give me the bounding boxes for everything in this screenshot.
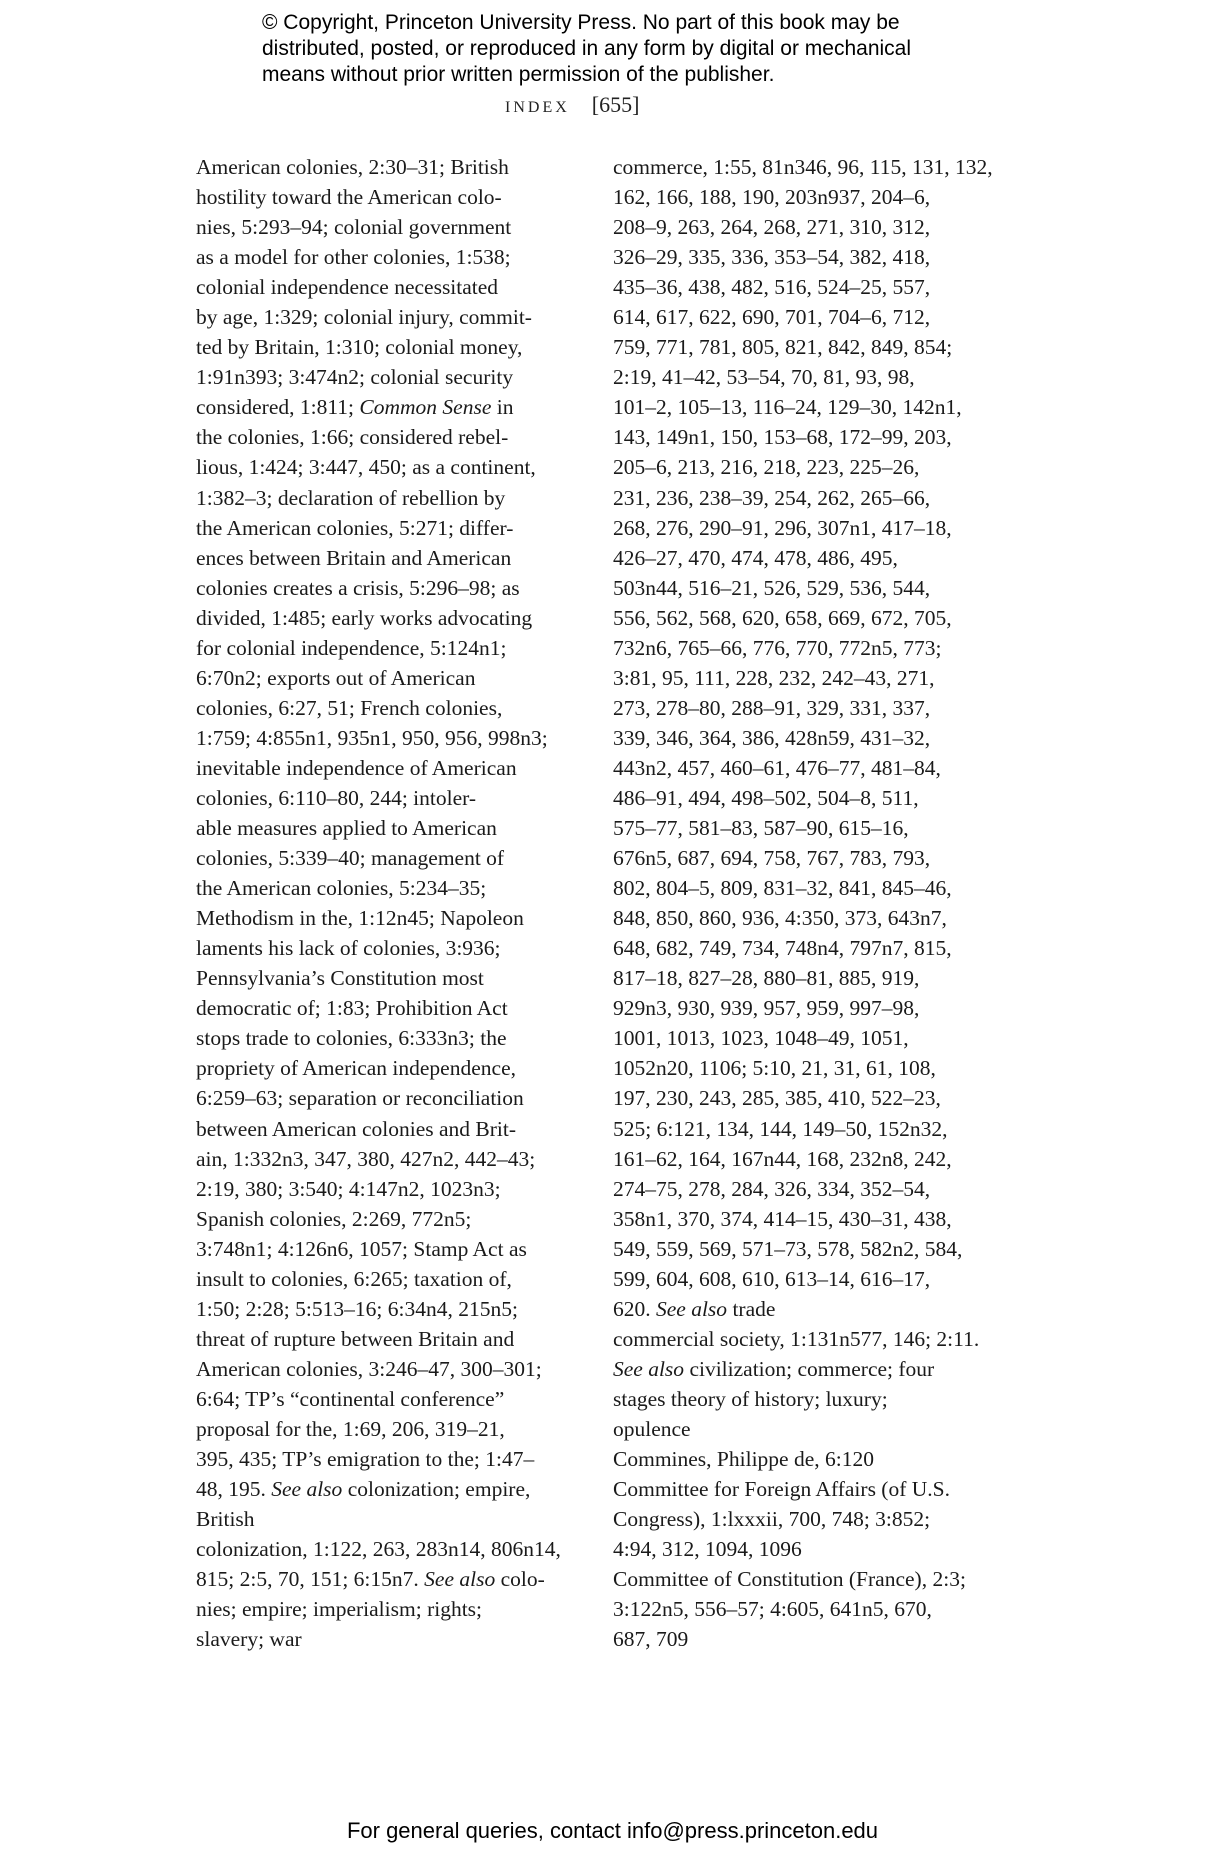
index-entry-head: Commines, Philippe de, 6:120 [613, 1447, 874, 1472]
index-line: as a model for other colonies, 1:538; [196, 245, 511, 270]
index-line: 6:259–63; separation or reconciliation [196, 1086, 524, 1111]
index-line: stages theory of history; luxury; [613, 1386, 888, 1411]
index-line: 273, 278–80, 288–91, 329, 331, 337, [613, 695, 931, 720]
index-line: colonies, 6:110–80, 244; intoler- [196, 785, 477, 810]
index-line: 326–29, 335, 336, 353–54, 382, 418, [613, 245, 931, 270]
index-line: proposal for the, 1:69, 206, 319–21, [196, 1416, 505, 1441]
copyright-notice [262, 10, 1022, 88]
index-line: 6:70n2; exports out of American [196, 665, 476, 690]
index-entry [613, 152, 1033, 1324]
index-column-right [613, 152, 1033, 1654]
index-line: 503n44, 516–21, 526, 529, 536, 544, [613, 575, 931, 600]
index-line: ences between Britain and American [196, 545, 512, 570]
index-entry-head: colonization, 1:122, 263, 283n14, 806n14, [196, 1537, 561, 1562]
index-entry-head: commerce, 1:55, 81n346, 96, 115, 131, 132, [613, 155, 993, 179]
index-entry [613, 1474, 1033, 1564]
index-line: British [196, 1507, 255, 1532]
index-line: See also civilization; commerce; four [613, 1356, 935, 1381]
index-line: 339, 346, 364, 386, 428n59, 431–32, [613, 725, 931, 750]
index-line: 929n3, 930, 939, 957, 959, 997–98, [613, 996, 920, 1021]
index-entry [613, 1564, 1033, 1654]
index-line: colonies creates a crisis, 5:296–98; as [196, 575, 520, 600]
index-line: insult to colonies, 6:265; taxation of, [196, 1266, 512, 1291]
index-line: American colonies, 3:246–47, 300–301; [196, 1356, 542, 1381]
index-entry [196, 1534, 566, 1654]
index-line: 3:748n1; 4:126n6, 1057; Stamp Act as [196, 1236, 527, 1261]
index-line: 231, 236, 238–39, 254, 262, 265–66, [613, 485, 931, 510]
index-entry-head: commercial society, 1:131n577, 146; 2:11. [613, 1326, 980, 1351]
index-line: 2:19, 380; 3:540; 4:147n2, 1023n3; [196, 1176, 501, 1201]
index-line: 197, 230, 243, 285, 385, 410, 522–23, [613, 1086, 941, 1111]
index-line: 205–6, 213, 216, 218, 223, 225–26, [613, 455, 920, 480]
index-line: 486–91, 494, 498–502, 504–8, 511, [613, 785, 919, 810]
index-line: 208–9, 263, 264, 268, 271, 310, 312, [613, 215, 931, 240]
index-line: hostility toward the American colo- [196, 185, 502, 210]
index-line: democratic of; 1:83; Prohibition Act [196, 996, 508, 1021]
index-line: between American colonies and Brit- [196, 1116, 517, 1141]
index-line: 687, 709 [613, 1627, 689, 1652]
index-line: for colonial independence, 5:124n1; [196, 635, 507, 660]
index-line: lious, 1:424; 3:447, 450; as a continent, [196, 455, 536, 480]
index-entries-left [196, 1534, 566, 1654]
index-line: 358n1, 370, 374, 414–15, 430–31, 438, [613, 1206, 952, 1231]
index-line: the American colonies, 5:271; differ- [196, 515, 514, 540]
index-line: 101–2, 105–13, 116–24, 129–30, 142n1, [613, 395, 962, 420]
index-line: 3:81, 95, 111, 228, 232, 242–43, 271, [613, 665, 935, 690]
copyright-line: means without prior written permission of the publisher. [262, 63, 775, 86]
index-line: 815; 2:5, 70, 151; 6:15n7. See also colo- [196, 1567, 545, 1592]
index-line: by age, 1:329; colonial injury, commit- [196, 305, 532, 330]
index-line: colonies, 6:27, 51; French colonies, [196, 695, 503, 720]
index-line: 575–77, 581–83, 587–90, 615–16, [613, 816, 909, 841]
index-line: 549, 559, 569, 571–73, 578, 582n2, 584, [613, 1236, 963, 1261]
index-line: 1:759; 4:855n1, 935n1, 950, 956, 998n3; [196, 725, 548, 750]
index-line: 162, 166, 188, 190, 203n937, 204–6, [613, 185, 931, 210]
index-line: American colonies, 2:30–31; British [196, 155, 509, 179]
index-line: inevitable independence of American [196, 755, 517, 780]
index-line: 2:19, 41–42, 53–54, 70, 81, 93, 98, [613, 365, 915, 390]
index-entry [613, 1324, 1033, 1444]
index-line: 443n2, 457, 460–61, 476–77, 481–84, [613, 755, 941, 780]
index-line: 48, 195. See also colonization; empire, [196, 1477, 531, 1502]
index-line: 6:64; TP’s “continental conference” [196, 1386, 505, 1411]
index-entries-right [613, 152, 1033, 1654]
index-line: 1:91n393; 3:474n2; colonial security [196, 365, 514, 390]
index-line: Congress), 1:lxxxii, 700, 748; 3:852; [613, 1507, 931, 1532]
index-line: opulence [613, 1416, 691, 1441]
running-header [505, 92, 725, 118]
index-entry-head: Committee for Foreign Affairs (of U.S. [613, 1477, 950, 1502]
page-number: [655] [591, 92, 640, 117]
index-line: nies; empire; imperialism; rights; [196, 1597, 483, 1622]
index-line: 525; 6:121, 134, 144, 149–50, 152n32, [613, 1116, 948, 1141]
copyright-line: distributed, posted, or reproduced in any form by digital or mechanical [262, 37, 912, 60]
header-label: INDEX [505, 99, 570, 116]
index-line: slavery; war [196, 1627, 302, 1652]
index-line: 759, 771, 781, 805, 821, 842, 849, 854; [613, 335, 953, 360]
copyright-line: © Copyright, Princeton University Press. No part of this book may be [262, 11, 900, 34]
index-line: ted by Britain, 1:310; colonial money, [196, 335, 523, 360]
index-line: divided, 1:485; early works advocating [196, 605, 533, 630]
index-line: 648, 682, 749, 734, 748n4, 797n7, 815, [613, 936, 952, 961]
index-line: Spanish colonies, 2:269, 772n5; [196, 1206, 472, 1231]
index-line: 395, 435; TP’s emigration to the; 1:47– [196, 1447, 535, 1472]
index-column-left [196, 152, 566, 1654]
index-line: 268, 276, 290–91, 296, 307n1, 417–18, [613, 515, 952, 540]
index-entry [613, 1444, 1033, 1474]
index-line: 802, 804–5, 809, 831–32, 841, 845–46, [613, 876, 952, 901]
index-line: laments his lack of colonies, 3:936; [196, 936, 501, 961]
index-line: 274–75, 278, 284, 326, 334, 352–54, [613, 1176, 931, 1201]
index-line: 143, 149n1, 150, 153–68, 172–99, 203, [613, 425, 952, 450]
index-line: stops trade to colonies, 6:333n3; the [196, 1026, 507, 1051]
index-line: the American colonies, 5:234–35; [196, 876, 487, 901]
index-line: 435–36, 438, 482, 516, 524–25, 557, [613, 275, 931, 300]
index-line: considered, 1:811; Common Sense in [196, 395, 514, 420]
index-line: threat of rupture between Britain and [196, 1326, 515, 1351]
index-line: colonies, 5:339–40; management of [196, 846, 505, 871]
index-line: 1:382–3; declaration of rebellion by [196, 485, 506, 510]
index-line: colonial independence necessitated [196, 275, 499, 300]
index-line: Methodism in the, 1:12n45; Napoleon [196, 906, 524, 931]
index-line: 4:94, 312, 1094, 1096 [613, 1537, 802, 1562]
index-line: 1:50; 2:28; 5:513–16; 6:34n4, 215n5; [196, 1296, 518, 1321]
index-line: 620. See also trade [613, 1296, 776, 1321]
index-line: propriety of American independence, [196, 1056, 516, 1081]
index-line: nies, 5:293–94; colonial government [196, 215, 512, 240]
index-line: able measures applied to American [196, 816, 497, 841]
index-line: 732n6, 765–66, 776, 770, 772n5, 773; [613, 635, 942, 660]
index-line: 599, 604, 608, 610, 613–14, 616–17, [613, 1266, 931, 1291]
index-line: 1052n20, 1106; 5:10, 21, 31, 61, 108, [613, 1056, 936, 1081]
index-line: 3:122n5, 556–57; 4:605, 641n5, 670, [613, 1597, 932, 1622]
index-entry-head: Committee of Constitution (France), 2:3; [613, 1567, 966, 1592]
index-line: 161–62, 164, 167n44, 168, 232n8, 242, [613, 1146, 952, 1171]
index-entry-continuation [196, 152, 566, 1534]
index-line: 848, 850, 860, 936, 4:350, 373, 643n7, [613, 906, 947, 931]
index-line: 676n5, 687, 694, 758, 767, 783, 793, [613, 846, 931, 871]
index-line: 614, 617, 622, 690, 701, 704–6, 712, [613, 305, 931, 330]
index-line: 556, 562, 568, 620, 658, 669, 672, 705, [613, 605, 952, 630]
footer-contact: For general queries, contact info@press.princeton.edu [346, 1818, 879, 1843]
index-line: 817–18, 827–28, 880–81, 885, 919, [613, 966, 920, 991]
index-line: ain, 1:332n3, 347, 380, 427n2, 442–43; [196, 1146, 536, 1171]
index-line: Pennsylvania’s Constitution most [196, 966, 484, 991]
index-line: 1001, 1013, 1023, 1048–49, 1051, [613, 1026, 909, 1051]
index-line: the colonies, 1:66; considered rebel- [196, 425, 509, 450]
index-line: 426–27, 470, 474, 478, 486, 495, [613, 545, 898, 570]
